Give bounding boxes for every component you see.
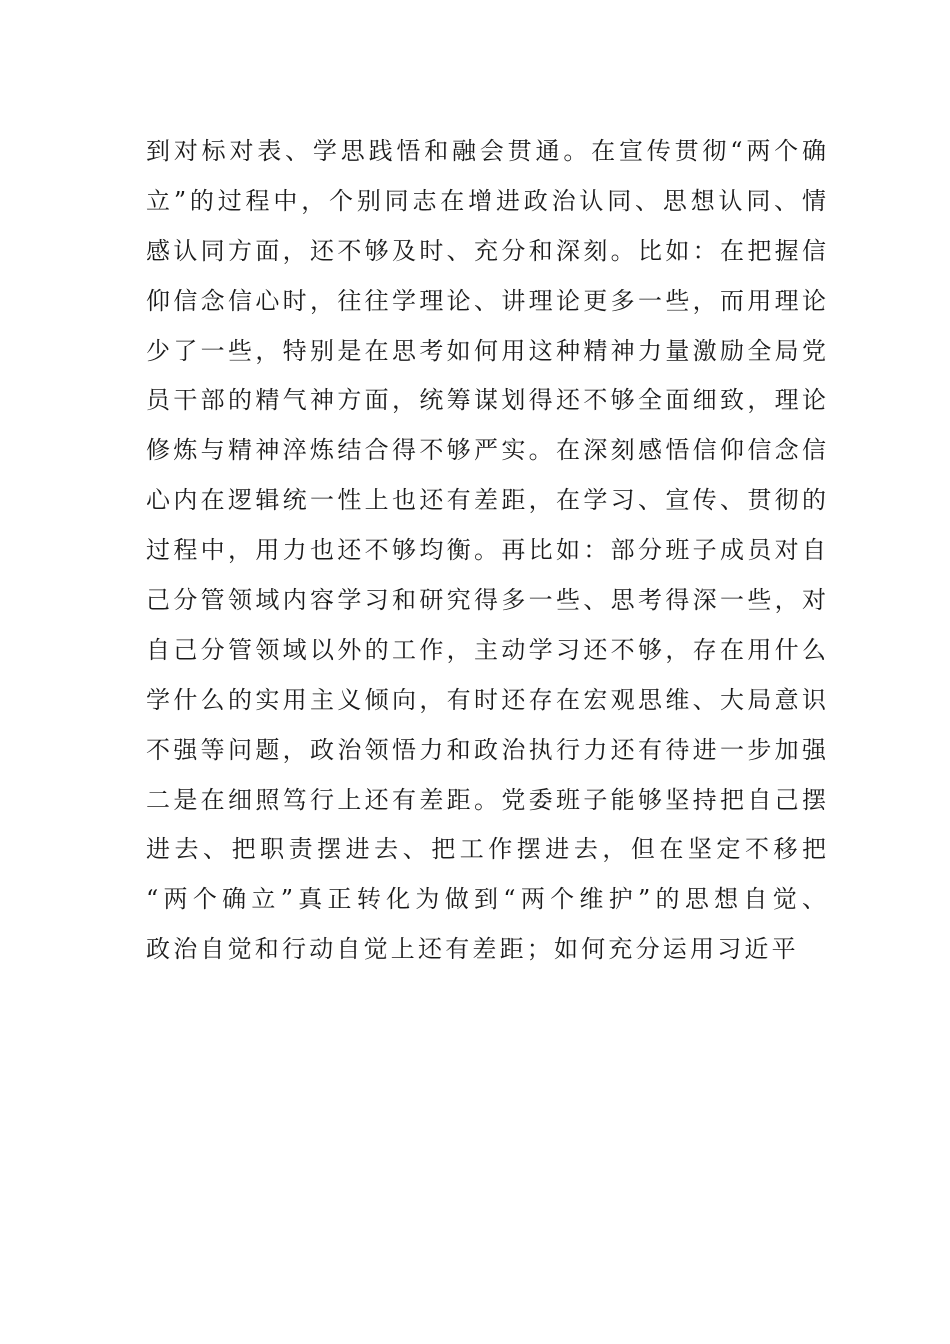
text-line: 仰信念信心时，往往学理论、讲理论更多一些，而用理论 (146, 286, 826, 315)
text-line: 心内在逻辑统一性上也还有差距，在学习、宣传、贯彻的 (146, 486, 826, 515)
text-line: 立”的过程中，个别同志在增进政治认同、思想认同、情 (146, 186, 826, 215)
text-line: 到对标对表、学思践悟和融会贯通。在宣传贯彻“两个确 (146, 137, 826, 165)
text-line: 进去、把职责摆进去、把工作摆进去，但在坚定不移把 (146, 835, 826, 864)
text-line: 自己分管领域以外的工作，主动学习还不够，存在用什么 (146, 635, 826, 664)
text-line: 己分管领域内容学习和研究得多一些、思考得深一些，对 (146, 586, 826, 615)
text-line: 二是在细照笃行上还有差距。党委班子能够坚持把自己摆 (146, 785, 826, 814)
text-line: 员干部的精气神方面，统筹谋划得还不够全面细致，理论 (146, 386, 826, 415)
text-line: 感认同方面，还不够及时、充分和深刻。比如：在把握信 (146, 236, 826, 265)
text-line: 过程中，用力也还不够均衡。再比如：部分班子成员对自 (146, 536, 826, 565)
text-line: 不强等问题，政治领悟力和政治执行力还有待进一步加强 (146, 735, 826, 764)
text-line: “两个确立”真正转化为做到“两个维护”的思想自觉、 (146, 885, 826, 914)
text-line: 少了一些，特别是在思考如何用这种精神力量激励全局党 (146, 336, 826, 365)
text-line: 政治自觉和行动自觉上还有差距；如何充分运用习近平 (146, 935, 799, 964)
text-line: 修炼与精神淬炼结合得不够严实。在深刻感悟信仰信念信 (146, 436, 826, 465)
text-line: 学什么的实用主义倾向，有时还存在宏观思维、大局意识 (146, 685, 826, 714)
body-text (146, 127, 826, 975)
